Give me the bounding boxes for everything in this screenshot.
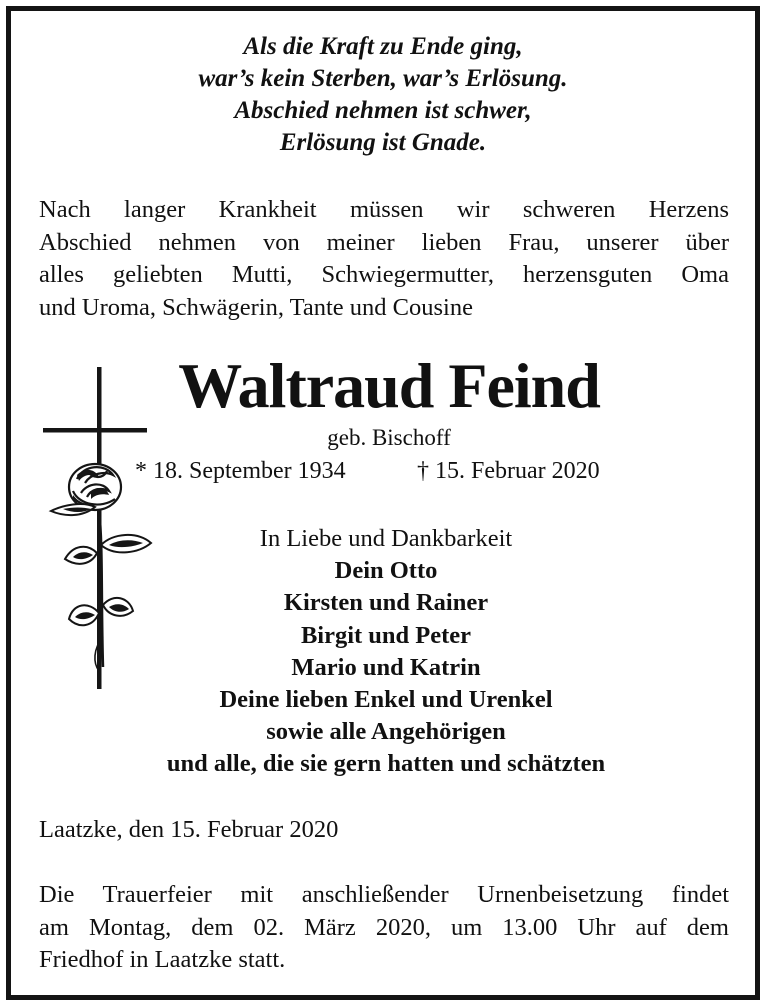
funeral-line: Friedhof in Laatzke statt. (39, 946, 286, 973)
funeral-line: Die Trauerfeier mit anschließender Urnenbeisetzung findet (39, 881, 729, 908)
poem-line: Erlösung ist Gnade. (279, 129, 487, 156)
mourners-block (121, 523, 651, 781)
intro-line: Abschied nehmen von meiner lieben Frau, unserer über (39, 228, 729, 256)
mourner-name: Dein Otto (334, 557, 438, 585)
mourner-name: Mario und Katrin (291, 653, 481, 681)
poem-verse (11, 31, 755, 159)
mourners-intro: In Liebe und Dankbarkeit (259, 525, 513, 552)
mourner-name: Kirsten und Rainer (283, 589, 489, 617)
intro-paragraph (39, 194, 729, 324)
mourner-name: sowie alle Angehörigen (266, 718, 506, 746)
obituary-notice (6, 6, 760, 1000)
intro-line: und Uroma, Schwägerin, Tante und Cousine (39, 293, 473, 321)
deceased-name: Waltraud Feind (178, 350, 600, 421)
death-date: † 15. Februar 2020 (417, 458, 600, 484)
intro-line: Nach langer Krankheit müssen wir schweren Herzens (39, 196, 729, 223)
poem-line: war’s kein Sterben, war’s Erlösung. (198, 65, 568, 92)
place-date: Laatzke, den 15. Februar 2020 (39, 816, 339, 843)
poem-line: Als die Kraft zu Ende ging, (243, 33, 523, 60)
intro-line: alles geliebten Mutti, Schwiegermutter, herzensguten Oma (39, 261, 729, 288)
funeral-line: am Montag, dem 02. März 2020, um 13.00 Uhr auf dem (39, 913, 729, 941)
mourner-name: Deine lieben Enkel und Urenkel (219, 686, 553, 714)
mourner-name: und alle, die sie gern hatten und schätzten (166, 750, 606, 778)
poem-line: Abschied nehmen ist schwer, (234, 97, 532, 124)
maiden-name: geb. Bischoff (327, 425, 451, 450)
funeral-info (39, 879, 729, 977)
mourner-name: Birgit und Peter (300, 621, 472, 649)
birth-date: * 18. September 1934 (135, 458, 346, 484)
